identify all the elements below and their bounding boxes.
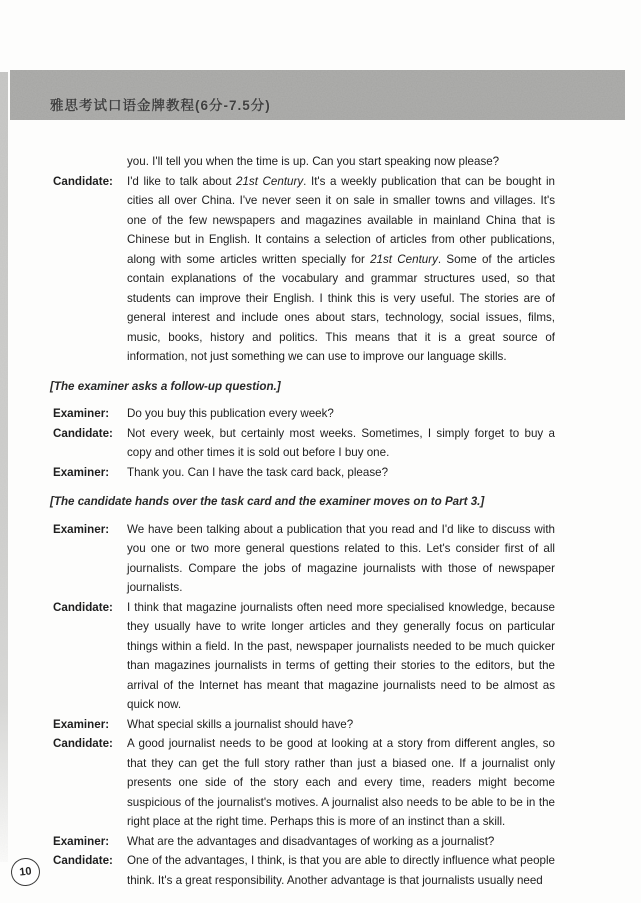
turn-text [127,463,555,483]
turn-text [127,832,555,852]
speaker-label: Examiner: [53,522,110,536]
turn-text-segment: A good journalist needs to be good at looking at a story from different angles, so that they can get the full story rather than just a biased one. If a journalist only presents one side of the story each and every time, readers might become suspicious of the journalist's motives. A journalist also needs to be able to be in the right place at the right time. Perhaps this is more of an instinct than a skill. [127,737,555,828]
publication-title: 21st Century [370,252,438,266]
dialogue-turn [53,832,555,852]
speaker-label: Candidate: [53,854,113,867]
speaker-label: Examiner: [53,834,110,848]
turn-text-segment: One of the advantages, I think, is that you are able to directly influence what people think. It's a great responsibility. Another advantage is that journalists usually need [127,854,555,887]
turn-text-segment: . Some of the articles contain explanations of the vocabulary and grammar structures used, so that students can improve their English. I think this is very useful. The stories are of general interest and include ones about stars, technology, social issues, films, music, books, history and politics. This means that it is a great source of information, not just something we can use to improve our language skills. [127,252,555,363]
turn-text-segment: . It's a weekly publication that can be bought in cities all over China. I've never seen it on sale in smaller towns and villages. It's one of the few newspapers and magazines available in mainland China that is Chinese but in English. It contains a selection of articles from other publications, along with some articles written specially for [127,174,555,266]
turn-text [127,715,555,735]
turn-text-segment: Not every week, but certainly most weeks. Sometimes, I simply forget to buy a copy and other times it is sold out before I buy one. [127,426,555,459]
turn-text [127,424,555,463]
turn-text-segment: What special skills a journalist should have? [127,717,354,731]
speaker-label [53,152,127,172]
speaker-label: Examiner: [53,465,110,479]
turn-text [127,520,555,598]
turn-text-segment: I think that magazine journalists often need more specialised knowledge, because they usually have to write longer articles and they generally focus on particular things within a field. In the past, newspaper journalists needed to be much quicker than magazines journalists in terms of getting their stories to the editors, but the arrival of the Internet has meant that magazine journalists need to be almost as quick now. [127,600,555,711]
speaker-label: Candidate: [53,174,113,188]
scan-edge-strip [0,72,8,862]
chapter-title: 雅思考试口语金牌教程(6分-7.5分) [50,98,271,113]
page-number-badge: 10 [10,857,42,888]
turn-text-segment: We have been talking about a publication that you read and I'd like to discuss with you one or two more general questions related to this. Let's consider first of all journalists. Compare the jobs of magazine journalists with those of newspaper journalists. [127,522,555,594]
speaker-label: Candidate: [53,426,113,440]
dialogue-turn [53,851,555,890]
chapter-header-band [10,70,625,120]
turn-text-segment: What are the advantages and disadvantages of working as a journalist? [127,834,495,848]
stage-direction: [The examiner asks a follow-up question.] [50,379,281,393]
dialogue [50,152,555,890]
turn-text [127,851,555,890]
dialogue-turn [53,152,555,172]
turn-text-segment: Do you buy this publication every week? [127,407,334,420]
turn-text [127,404,555,424]
scan-edge-texture [0,72,8,862]
turn-text [127,734,555,832]
turn-text [127,598,555,715]
dialogue-turn [53,520,555,598]
turn-text-segment: I'd like to talk about [127,174,237,188]
publication-title: 21st Century [236,174,304,188]
turn-text-segment: Thank you. Can I have the task card back, please? [127,465,389,479]
dialogue-turn [53,404,555,424]
dialogue-turn [53,715,555,735]
turn-text [127,172,555,367]
turn-text-segment: you. I'll tell you when the time is up. Can you start speaking now please? [127,155,500,168]
turn-text [127,152,555,172]
dialogue-turn [53,172,555,367]
speaker-label: Candidate: [53,737,113,750]
dialogue-turn [53,424,555,463]
dialogue-turn [53,734,555,832]
speaker-label: Candidate: [53,600,113,614]
speaker-label: Examiner: [53,407,110,420]
dialogue-turn [53,598,555,715]
dialogue-turn [53,463,555,483]
stage-direction: [The candidate hands over the task card and the examiner moves on to Part 3.] [50,495,485,508]
speaker-label: Examiner: [53,717,110,731]
